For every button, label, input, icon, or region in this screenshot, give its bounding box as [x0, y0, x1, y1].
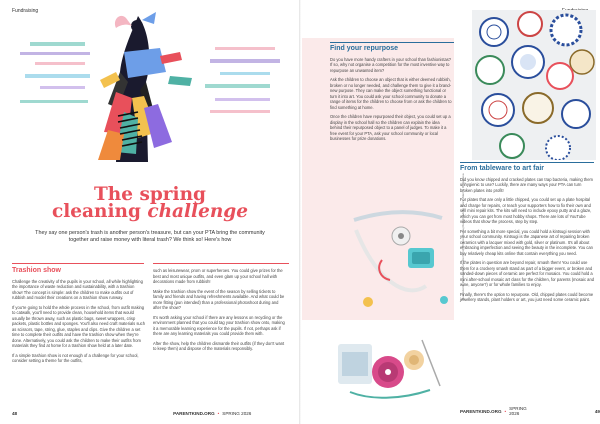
headline-line-2: cleaning challenge [51, 201, 249, 222]
thread-spools-photo [330, 330, 446, 410]
site-name: PARENTKIND.ORG [460, 408, 502, 414]
section-heading: Trashion show [12, 267, 62, 274]
paragraph: Ask the children to choose an object that is either deemed rubbish, broken or no longer needed, and challenge them to give it a brand-new purpose. They can make the object something functional or turn it into art. You could ask your school community to donate a range of items for the children to choose from or ask the children to find something at home. [330, 77, 452, 110]
plates-photo [472, 10, 596, 160]
paragraph: Did you know chipped and cracked plates can trap bacteria, making them unhygienic to use? Luckily, there are many ways your PTA can turn broken plates into profit! [460, 176, 593, 193]
issue: SPRING 2026 [509, 406, 527, 416]
footer [460, 406, 600, 416]
right-page [300, 0, 600, 424]
page-number: 49 [594, 408, 600, 414]
photo-credit: Illustrations: iStock, jellyfishwaterhand; Photos: Pankaj Kumar, Adobe Stock, Marina Romanova [461, 173, 465, 300]
paragraph: After the show, help the children dismantle their outfits (if they don't want to keep them) and dispose of the materials responsibly. [153, 340, 285, 351]
tape-measure-photo [346, 190, 456, 310]
box-heading: Find your repurpose [330, 45, 399, 52]
tableware-column [460, 166, 594, 307]
paragraph: such as leisurewear, prom or superheroes. You could give prizes for the best and most unique outfits, and even glam up your school hall with decorations made from rubbish! [153, 268, 283, 284]
column-1 [12, 268, 146, 368]
paragraph: Finally, there's the option to repurpose. Old, chipped plates could become jewellery stands, plant holders or art, you just need some ceramic paint. [460, 291, 594, 302]
paragraph: Challenge the creativity of the pupils in your school, all while highlighting the importance of waste reduction and sustainability, with a trashion show! The concept is simple: ask the children to make outfits out of rubbish and model their creations on a trashion show runway. [12, 278, 143, 300]
separator: • [504, 408, 507, 414]
divider [330, 42, 454, 43]
divider [12, 263, 144, 264]
section-label: Fundraising [12, 8, 39, 14]
column-2 [153, 268, 287, 356]
paragraph: For plates that are only a little chipped, you could set up a plate hospital and charge for repairs, or teach your supporters how to fix their own and sell mini repair kits. The kits will need to include epoxy putty and a glaze, which you can get from most hobby shops. There are lots of YouTube videos that show the process, step by step. [460, 197, 592, 224]
standfirst: They say one person's trash is another person's treasure, but can your PTA bring the community together and raise money with literal trash? We think so! Here's how [35, 230, 265, 244]
page-number: 48 [12, 411, 18, 416]
paragraph: If you're going to hold the whole process in the school, from outfit making to catwalk, you'll need to provide clean, household items that would usually be thrown away, such as plastic bags, sweet wrappers, crisp packets, plastic bottles and sponges. You'll also need craft materials such as scissors, tape, string, glue, staples and clips. Give the children a set time to complete their outfits and have the trashion show when they're done. Alternatively, you could ask the children to make their outfits from materials they find at home for a trashion show held at a later date. [12, 304, 145, 348]
paragraph: Once the children have repurposed their object, you could set up a display in the school hall so the children can explain the idea behind their repurposed object to a panel of judges. To make it a free event for your PTA, ask your school community or local businesses for prize donations. [330, 114, 451, 141]
issue: SPRING 2026 [222, 411, 252, 416]
paragraph: If the plates in question are beyond repair, smash them! You could use them for a crockery smash stand as part of a bigger event, or broken and sanded-down pieces of ceramic are perfect for mosaics. You could hold a mini after-school mosaic art class for the children, for parents (mosaic and wine, anyone?) or for whole families to enjoy. [460, 260, 595, 287]
section-heading: From tableware to art fair [460, 165, 545, 172]
paragraph: For something a bit more special, you could hold a kintsugi session with your school community. Kintsugi is the Japanese art of repairing broken ceramics with a lacquer mixed with gold, silver or platinum. It's all about embracing imperfection and seeing the beauty in the incomplete. You can buy relatively cheap kits online that contain everything you need. [460, 228, 593, 256]
divider [153, 263, 289, 264]
divider [460, 162, 594, 163]
footer [12, 411, 251, 416]
separator: • [217, 411, 220, 416]
paragraph: Do you have more handy crafters in your school than fashionistas? If so, why not organise a competition for the most inventive way to repurpose an unwanted item? [330, 56, 452, 73]
paragraph: If a simple trashion show is not enough of a challenge for your school, consider setting a theme for the outfits, [12, 352, 139, 363]
headline-line-1: The spring [94, 184, 206, 205]
repurpose-box [330, 46, 452, 146]
spine-gutter [299, 0, 301, 424]
site-name: PARENTKIND.ORG [173, 411, 215, 416]
paragraph: It's worth asking your school if there are any lessons on recycling or the environment planned that you could tag your trashion show onto, making it a memorable learning experience for the pupils. If not, perhaps ask if there are any learning materials you could provide them with. [153, 314, 285, 336]
fashion-illustration [20, 12, 280, 162]
paragraph: Make the trashion show the event of the season by selling tickets to family and friends and having refreshments available. And what could be more fitting (pun intended) than a professional photoshoot during and after the show? [153, 288, 285, 310]
